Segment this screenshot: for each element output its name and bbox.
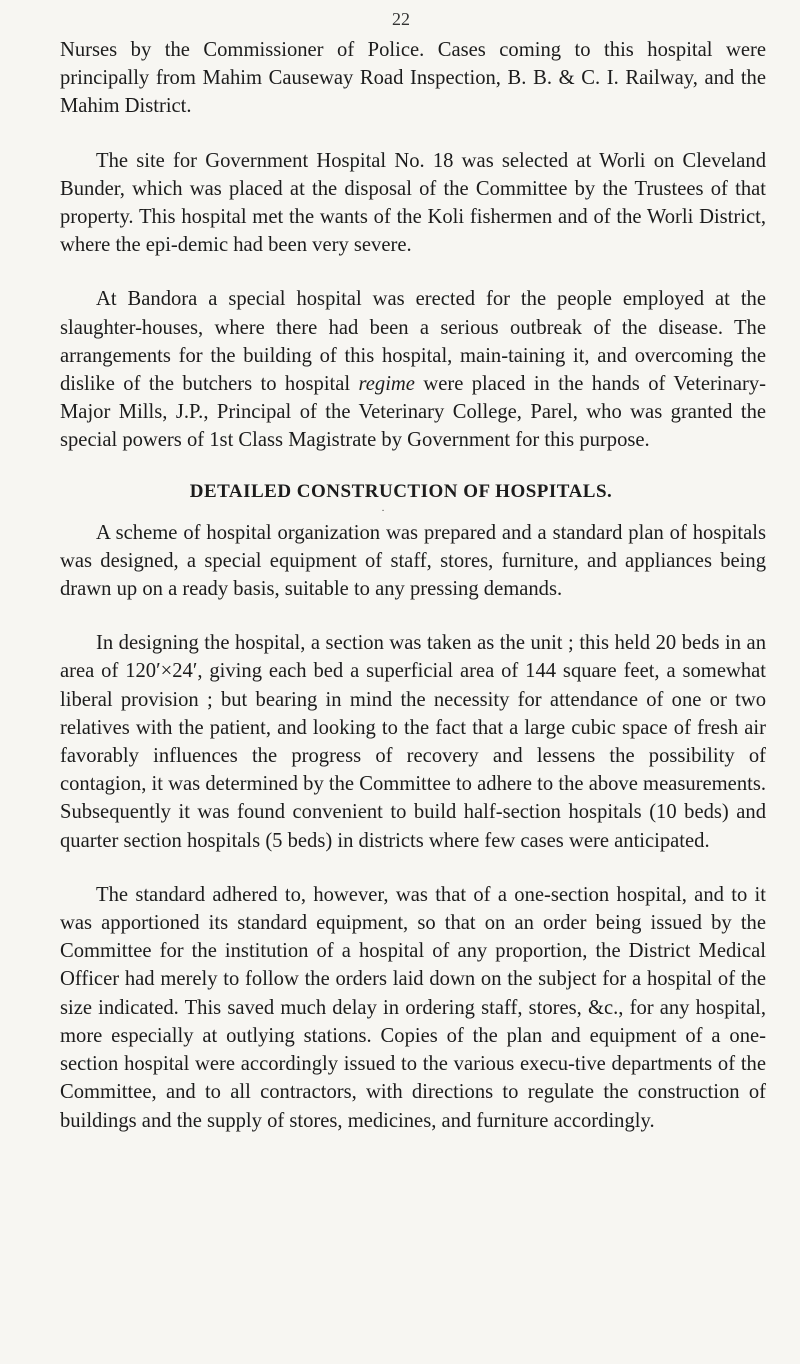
paragraph-5: In designing the hospital, a section was taken as the unit ; this held 20 beds in an area of 120′×24′, giving each bed a superficial area of 144 square feet, a somewhat liberal provision ; but bearing in mind the necessity for attendance of one or two relatives with the patient, and looking to the fact that a large cubic space of fresh air favorably influences the progress of recovery and lessens the possibility of contagion, it was determined by the Committee to adhere to the above measurements. Subsequently it was found convenient to build half-section hospitals (10 beds) and quarter section hospitals (5 beds) in districts where few cases were anticipated. <box>60 632 766 852</box>
paragraph-3-text-b: were placed in the hands of Veterinary-Major Mills, J.P., Principal of the Veterinary College, Parel, who was granted the special powers of 1st Class Magistrate by Government for this purpose. <box>60 373 766 452</box>
paragraph-6: The standard adhered to, however, was that of a one-section hospital, and to it was apportioned its standard equipment, so that on an order being issued by the Committee for the institution of a hospital of any proportion, the District Medical Officer had merely to follow the orders laid down on the subject for a hospital of the size indicated. This saved much delay in ordering staff, stores, &c., for any hospital, more especially at outlying stations. Copies of the plan and equipment of a one-section hospital were accordingly issued to the various execu-tive departments of the Committee, and to all contractors, with directions to regulate the construction of buildings and the supply of stores, medicines, and furniture accordingly. <box>60 883 766 1132</box>
paragraph-4: A scheme of hospital organization was prepared and a standard plan of hospitals was designed, a special equipment of staff, stores, furniture, and appliances being drawn up on a ready basis, suitable to any pressing demands. <box>60 521 766 601</box>
print-speck: · <box>381 505 385 517</box>
paragraph-3 <box>60 285 766 454</box>
paragraph-3-text-a: At Bandora a special hospital was erected for the people employed at the slaughter-houses, where there had been a serious outbreak of the disease. The arrangements for the building of this hospital, main-taining it, and overcoming the dislike of the butchers to hospital <box>60 288 766 396</box>
paragraph-2: The site for Government Hospital No. 18 was selected at Worli on Cleveland Bunder, which was placed at the disposal of the Committee by the Trustees of that property. This hospital met the wants of the Koli fishermen and of the Worli District, where the epi-demic had been very severe. <box>60 149 766 257</box>
paragraph-1: Nurses by the Commissioner of Police. Cases coming to this hospital were principally from Mahim Causeway Road Inspection, B. B. & C. I. Railway, and the Mahim District. <box>60 39 766 118</box>
section-heading: DETAILED CONSTRUCTION OF HOSPITALS. <box>189 480 613 502</box>
page-number: 22 <box>392 9 410 29</box>
paragraph-3-italic: regime <box>358 373 415 396</box>
